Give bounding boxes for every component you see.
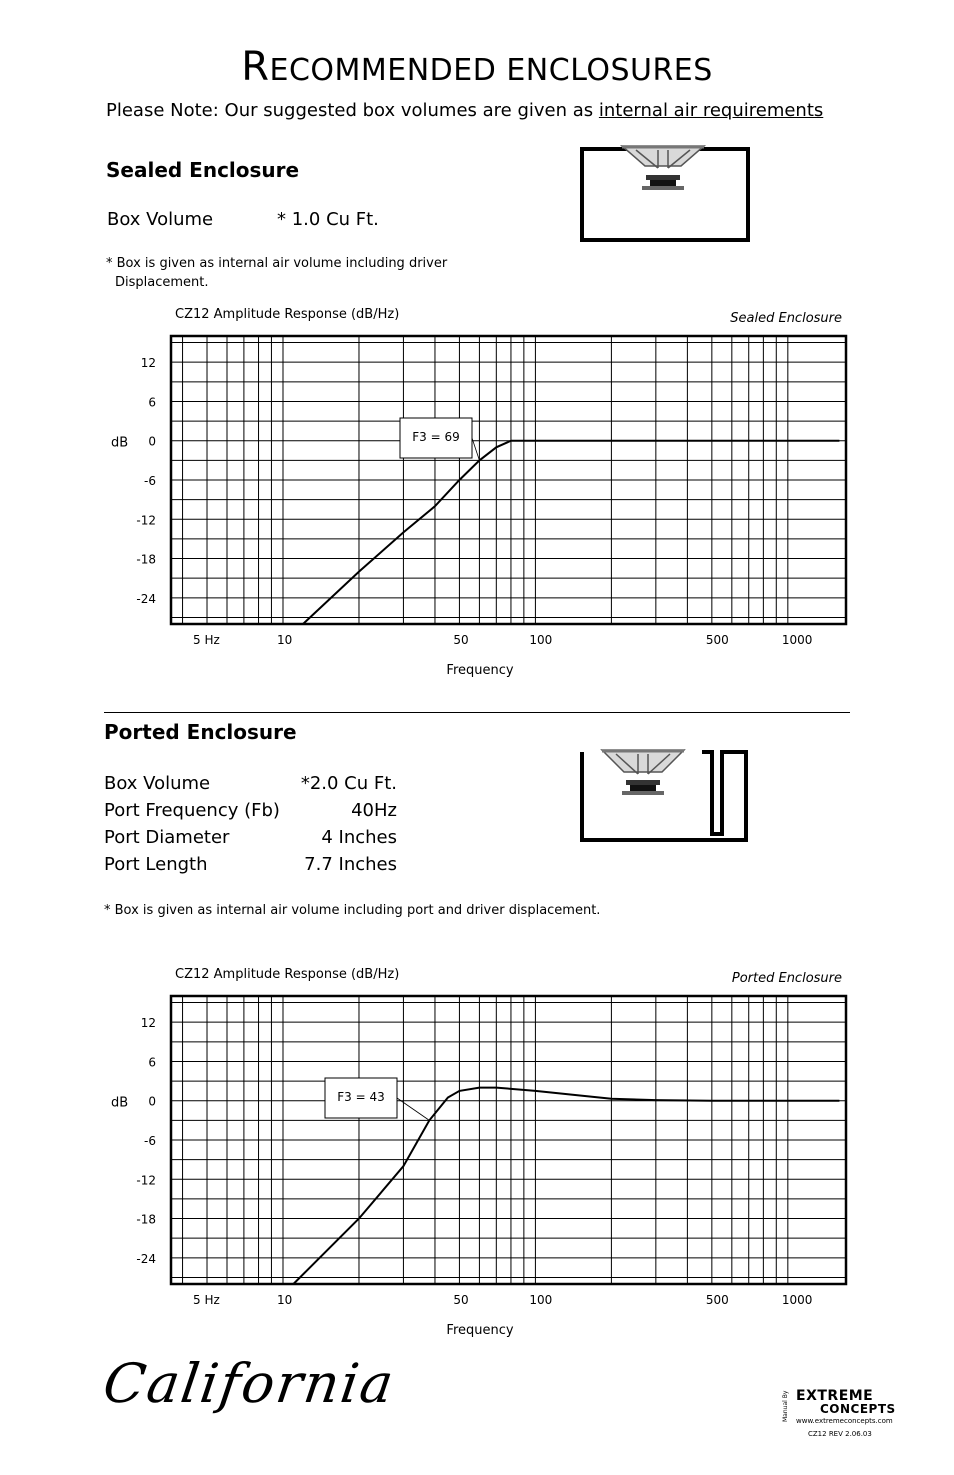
y-tick-label: -18	[136, 1212, 156, 1227]
x-tick-label: 10	[276, 633, 293, 647]
sealed-spec-label: Box Volume	[107, 209, 214, 230]
annotation-label: F3 = 43	[337, 1090, 385, 1104]
x-tick-label: 500	[705, 633, 729, 647]
ported-spec-value-volume: *2.0 Cu Ft.	[300, 773, 397, 794]
y-tick-label: -12	[136, 1173, 156, 1188]
x-axis-label: Frequency	[446, 663, 514, 678]
y-tick-label: -24	[136, 591, 156, 606]
x-tick-label: 500	[705, 1293, 729, 1307]
x-tick-label: 1000	[781, 633, 813, 647]
response-curve	[303, 441, 839, 624]
sealed-footnote	[106, 254, 447, 292]
x-tick-label: 50	[453, 1293, 469, 1307]
section-divider	[104, 712, 850, 713]
y-tick-label: 12	[140, 356, 156, 371]
y-tick-label: 6	[148, 395, 156, 410]
ported-spec-label-volume: Box Volume	[104, 773, 211, 794]
maker-url: www.extremeconcepts.com	[796, 1417, 893, 1425]
annotation-leader	[397, 1098, 429, 1120]
sealed-footnote-line2: Displacement.	[115, 275, 209, 290]
maker-logo	[782, 1388, 894, 1448]
sealed-footnote-line1: * Box is given as internal air volume including driver	[106, 256, 448, 271]
maker-name-line1: EXTREME	[796, 1388, 874, 1404]
page-title-rest: ECOMMENDED ENCLOSURES	[269, 53, 713, 88]
y-tick-label: -18	[136, 552, 156, 567]
sealed-spec-value: * 1.0 Cu Ft.	[277, 209, 379, 230]
sealed-response-chart	[100, 296, 860, 692]
ported-spec-label-frequency: Port Frequency (Fb)	[104, 800, 280, 821]
x-tick-label: 5 Hz	[193, 633, 220, 647]
volume-note	[106, 100, 823, 121]
y-tick-label: -12	[136, 513, 156, 528]
ported-spec-value-length: 7.7 Inches	[304, 854, 397, 875]
x-tick-label: 10	[276, 1293, 293, 1307]
ported-footnote: * Box is given as internal air volume including port and driver displacement.	[104, 903, 601, 918]
ported-spec-label-diameter: Port Diameter	[104, 827, 230, 848]
revision-code: CZ12 REV 2.06.03	[808, 1430, 872, 1438]
y-tick-label: 0	[148, 434, 156, 449]
x-tick-label: 1000	[781, 1293, 813, 1307]
maker-name-line2: CONCEPTS	[820, 1402, 896, 1416]
y-tick-label: -6	[144, 1134, 156, 1148]
chart-subtitle: Sealed Enclosure	[730, 311, 842, 326]
ported-spec-label-length: Port Length	[104, 854, 208, 875]
y-axis-label: dB	[111, 1095, 129, 1111]
volume-note-prefix: Please Note: Our suggested box volumes are given as	[106, 100, 599, 121]
page-title-initial: R	[241, 44, 270, 90]
ported-response-chart	[100, 956, 860, 1352]
y-tick-label: 12	[140, 1016, 156, 1031]
x-tick-label: 100	[529, 633, 553, 647]
y-tick-label: 0	[148, 1094, 156, 1109]
chart-title: CZ12 Amplitude Response (dB/Hz)	[175, 307, 400, 322]
chart-title: CZ12 Amplitude Response (dB/Hz)	[175, 967, 400, 982]
y-tick-label: -6	[144, 474, 156, 488]
volume-note-underlined: internal air requirements	[598, 100, 824, 121]
annotation-leader	[472, 438, 479, 460]
annotation-label: F3 = 69	[412, 430, 460, 444]
sealed-heading: Sealed Enclosure	[106, 158, 300, 182]
ported-box-diagram	[576, 744, 756, 848]
ported-spec-value-frequency: 40Hz	[351, 800, 397, 821]
x-tick-label: 50	[453, 633, 469, 647]
sealed-box-diagram	[578, 142, 754, 246]
ported-heading: Ported Enclosure	[104, 720, 297, 744]
ported-spec-value-diameter: 4 Inches	[321, 827, 397, 848]
page-title	[0, 44, 954, 90]
x-axis-label: Frequency	[446, 1323, 514, 1338]
y-tick-label: -24	[136, 1251, 156, 1266]
chart-subtitle: Ported Enclosure	[731, 971, 842, 986]
y-axis-label: dB	[111, 435, 129, 451]
brand-logo: California	[99, 1352, 400, 1415]
speaker-icon	[602, 750, 684, 795]
maker-prefix: Manual By	[782, 1390, 789, 1422]
x-tick-label: 100	[529, 1293, 553, 1307]
y-tick-label: 6	[148, 1055, 156, 1070]
x-tick-label: 5 Hz	[193, 1293, 220, 1307]
